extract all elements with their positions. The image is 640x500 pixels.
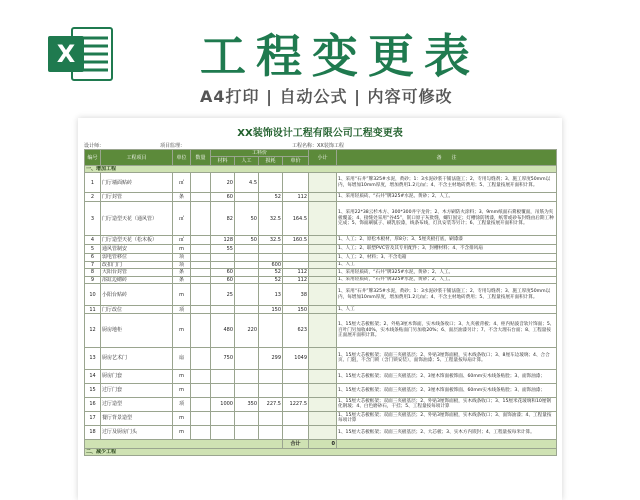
cell-unit[interactable]: 条 — [173, 269, 191, 277]
cell-remark[interactable]: 1、人工；2、联塑PVC管及其专用配件；3、封槽材料；4、不含排风扇 — [337, 245, 557, 254]
cell-price[interactable]: 623 — [283, 313, 309, 347]
cell-item[interactable]: 门厅封管 — [101, 193, 173, 202]
cell-price[interactable]: 160.5 — [283, 236, 309, 245]
cell-material[interactable]: 750 — [211, 347, 235, 369]
cell-labor[interactable]: 50 — [235, 236, 259, 245]
cell-price[interactable] — [283, 369, 309, 383]
cell-qty[interactable] — [191, 202, 211, 236]
cell-item[interactable]: 浴缸边砌砖 — [101, 276, 173, 284]
cell-labor[interactable] — [235, 269, 259, 277]
col-subtotal: 小计 — [309, 150, 337, 166]
cell-qty[interactable] — [191, 411, 211, 425]
cell-labor[interactable] — [235, 261, 259, 269]
cell-qty[interactable] — [191, 397, 211, 411]
cell-loss[interactable] — [259, 245, 283, 254]
cell-item[interactable]: 厨房艺术门 — [101, 347, 173, 369]
cell-remark[interactable]: 1、15厘大芯板框架；双面三夹板基层；2、大芯板；3、实木方内嵌封；4、工程量按每米计算。 — [337, 425, 557, 439]
cell-remark[interactable]: 1、采用“石井”牌325#水泥，黄砂；1：3水泥砂浆干铺法施工；2、专用勾缝剂；3、施工厚度50mm以内，每增加10mm厚度，增加费用1.2元/㎡；4、不含主材地砖费用；5、工程量按展开面积计算。 — [337, 173, 557, 193]
cell-unit[interactable]: m — [173, 369, 191, 383]
cell-qty[interactable] — [191, 347, 211, 369]
cell-no[interactable]: 11 — [85, 306, 101, 314]
project-name: 工程名称：XX装饰工程 — [292, 143, 344, 149]
cell-no[interactable]: 9 — [85, 276, 101, 284]
cell-material[interactable] — [211, 254, 235, 262]
cell-no[interactable]: 17 — [85, 411, 101, 425]
cell-material[interactable] — [211, 261, 235, 269]
cell-qty[interactable] — [191, 245, 211, 254]
cell-item[interactable]: 过厅造型 — [101, 397, 173, 411]
cell-subtotal[interactable] — [309, 306, 337, 314]
total-row — [85, 439, 557, 448]
cell-unit[interactable]: ㎡ — [173, 236, 191, 245]
cell-remark[interactable]: 1、15厘大芯板框架；双面三夹板基层；2、外贴3厘饰面板，实木线条收口；3、8厘车边玻璃；4、合合页、门阻，不含门锁（含门锁安装），面饰油漆；5、工程量按每扇计算。 — [337, 347, 557, 369]
cell-subtotal[interactable] — [309, 261, 337, 269]
cell-item[interactable]: 门厅造型天花（通风管） — [101, 202, 173, 236]
cell-price[interactable]: 164.5 — [283, 202, 309, 236]
cell-item[interactable]: 小阳台贴砖 — [101, 284, 173, 306]
cell-material[interactable]: 82 — [211, 202, 235, 236]
cell-labor[interactable]: 4.5 — [235, 173, 259, 193]
spreadsheet-preview — [78, 118, 562, 500]
cell-unit[interactable]: 扇 — [173, 347, 191, 369]
cell-subtotal[interactable] — [309, 173, 337, 193]
cell-no[interactable]: 7 — [85, 261, 101, 269]
excel-logo-icon — [46, 24, 116, 84]
cell-price[interactable] — [283, 411, 309, 425]
cell-material[interactable]: 1000 — [211, 397, 235, 411]
designer-label: 设计师： — [84, 143, 105, 149]
cell-material[interactable]: 480 — [211, 313, 235, 347]
cell-subtotal[interactable] — [309, 284, 337, 306]
cell-remark[interactable]: 1、采用轻质砖，“石井”牌325#水泥，黄砂；2、人工。 — [337, 276, 557, 284]
cell-item[interactable]: 过厅及厨房门头 — [101, 425, 173, 439]
cell-qty[interactable] — [191, 276, 211, 284]
col-unit: 单位 — [173, 150, 191, 166]
cell-unit[interactable]: 项 — [173, 397, 191, 411]
col-loss: 损耗 — [259, 157, 283, 166]
cell-qty[interactable] — [191, 261, 211, 269]
col-remark: 备 注 — [337, 150, 557, 166]
cell-material[interactable] — [211, 306, 235, 314]
cell-no[interactable]: 15 — [85, 383, 101, 397]
cell-labor[interactable]: 50 — [235, 202, 259, 236]
cell-remark[interactable]: 1、人工 — [337, 306, 557, 314]
cell-item[interactable]: 弱电管移位 — [101, 254, 173, 262]
cell-price[interactable] — [283, 245, 309, 254]
table-row — [85, 397, 557, 411]
cell-labor[interactable] — [235, 193, 259, 202]
cell-loss[interactable]: 32.5 — [259, 202, 283, 236]
cell-price[interactable]: 112 — [283, 269, 309, 277]
cell-item[interactable]: 通风管制安 — [101, 245, 173, 254]
cell-item[interactable]: 门厅墙面贴砖 — [101, 173, 173, 193]
cell-unit[interactable]: m — [173, 383, 191, 397]
cell-remark[interactable]: 1、15厘大芯板框架；双面三夹板基层；2、3厘木饰面板饰面、60mm实木线条贴脸；3、面饰油漆； — [337, 383, 557, 397]
cell-subtotal[interactable] — [309, 245, 337, 254]
table-row — [85, 425, 557, 439]
cell-remark[interactable]: 1、15厘大芯板框架；2、外贴3厘木饰面，实木线条收口；3、九夹板背板；4、柜内贴波音软片饰面；5、百叶门另加收40%，实木线条贴面门另加收20%；6、面层油漆另计；7、不含大理石台面；8、工程量按正面展开面积计算。 — [337, 313, 557, 347]
cell-price[interactable]: 1227.5 — [283, 397, 309, 411]
cell-material[interactable]: 25 — [211, 284, 235, 306]
cell-no[interactable]: 4 — [85, 236, 101, 245]
cell-subtotal[interactable] — [309, 193, 337, 202]
cell-remark[interactable]: 1、人工 — [337, 261, 557, 269]
cell-no[interactable]: 16 — [85, 397, 101, 411]
cell-qty[interactable] — [191, 284, 211, 306]
document-title: XX装饰设计工程有限公司工程变更表 — [237, 128, 403, 139]
cell-price[interactable]: 112 — [283, 193, 309, 202]
cell-item[interactable]: 改扣门门 — [101, 261, 173, 269]
cell-labor[interactable] — [235, 306, 259, 314]
cell-loss[interactable] — [259, 369, 283, 383]
cell-material[interactable] — [211, 383, 235, 397]
cell-qty[interactable] — [191, 306, 211, 314]
col-item: 工程项目 — [101, 150, 173, 166]
cell-loss[interactable] — [259, 313, 283, 347]
col-no: 编号 — [85, 150, 101, 166]
cell-remark[interactable]: 1、15厘大芯板框架；双面三夹板基层；2、3厘木饰面板饰面、60mm实木线条贴脸；3、面饰油漆； — [337, 369, 557, 383]
cell-remark[interactable]: 1、人工；2、原松木板材，厚8分；3、5厘夹板打底，刷漆漆 — [337, 236, 557, 245]
cell-subtotal[interactable] — [309, 397, 337, 411]
cell-item[interactable]: 门厅造型天花（松木板） — [101, 236, 173, 245]
cell-price[interactable]: 1049 — [283, 347, 309, 369]
col-labor: 人工 — [235, 157, 259, 166]
cell-subtotal[interactable] — [309, 411, 337, 425]
total-value[interactable]: 0 — [309, 439, 337, 448]
cell-unit[interactable]: ㎡ — [173, 173, 191, 193]
table-row — [85, 236, 557, 245]
cell-remark[interactable]: 1、15厘大芯板框架；双面三夹板基层；2、外贴3厘饰面板，实木线条收口；3、15厘米花玻璃和10厘钢化钢玻；4、白色磨砂石，干挂；5、工程量按每项计算 — [337, 397, 557, 411]
cell-material[interactable]: 60 — [211, 269, 235, 277]
cell-labor[interactable] — [235, 369, 259, 383]
cell-material[interactable]: 60 — [211, 193, 235, 202]
cell-subtotal[interactable] — [309, 254, 337, 262]
cell-remark[interactable]: 1、采用22*38云杉木方、300*300井字龙骨；2、木方刷防火涂料；3、9mm纸面石膏板覆面，吊筋为夹板覆盖；4、接缝处采用“谷45”，嵌口原子灰批缝，螺钉固定；灯槽涂防锈漆，纸带或砂布封缝由后期工种完成；5、饰面刷腻子、刷乳胶漆，线条布线，灯具安装等另计；6、工程量按展开面积计算。 — [337, 202, 557, 236]
cell-remark[interactable]: 1、采用轻质砖，“石井”牌325#水泥，黄砂；2、人工。 — [337, 269, 557, 277]
cell-labor[interactable]: 220 — [235, 313, 259, 347]
banner — [0, 0, 640, 116]
cell-unit[interactable]: m — [173, 245, 191, 254]
section-reduce-label[interactable]: 二、减少工程 — [85, 448, 557, 455]
cell-loss[interactable]: 52 — [259, 193, 283, 202]
cell-unit[interactable]: 项 — [173, 254, 191, 262]
cell-item[interactable]: 大阳台封管 — [101, 269, 173, 277]
logo-letter: X — [56, 40, 76, 68]
cell-material[interactable] — [211, 411, 235, 425]
cell-unit[interactable]: 项 — [173, 261, 191, 269]
cell-unit[interactable]: m — [173, 411, 191, 425]
cell-price[interactable] — [283, 173, 309, 193]
cell-qty[interactable] — [191, 173, 211, 193]
table-row — [85, 261, 557, 269]
cell-qty[interactable] — [191, 269, 211, 277]
cell-subtotal[interactable] — [309, 425, 337, 439]
cell-labor[interactable] — [235, 254, 259, 262]
cell-labor[interactable] — [235, 383, 259, 397]
table-row — [85, 193, 557, 202]
table-row — [85, 313, 557, 347]
cell-unit[interactable]: 条 — [173, 193, 191, 202]
cell-item[interactable]: 餐厅背景造型 — [101, 411, 173, 425]
cell-loss[interactable]: 299 — [259, 347, 283, 369]
page-title: 工程变更表 — [200, 29, 480, 83]
cell-qty[interactable] — [191, 254, 211, 262]
cell-qty[interactable] — [191, 369, 211, 383]
cell-loss[interactable]: 32.5 — [259, 236, 283, 245]
col-price-group: 工料价 — [211, 150, 309, 157]
col-unit-price: 单价 — [283, 157, 309, 166]
col-qty: 数量 — [191, 150, 211, 166]
cell-no[interactable]: 6 — [85, 254, 101, 262]
cell-unit[interactable]: 条 — [173, 276, 191, 284]
cell-material[interactable]: 20 — [211, 173, 235, 193]
page-subtitle: A4打印 | 自动公式 | 内容可修改 — [200, 87, 453, 106]
cell-labor[interactable] — [235, 425, 259, 439]
table-row — [85, 411, 557, 425]
cell-loss[interactable]: 150 — [259, 306, 283, 314]
cell-subtotal[interactable] — [309, 276, 337, 284]
cell-loss[interactable]: 52 — [259, 276, 283, 284]
cell-price[interactable]: 150 — [283, 306, 309, 314]
table-row — [85, 306, 557, 314]
cell-no[interactable]: 18 — [85, 425, 101, 439]
cell-item[interactable]: 过厅门套 — [101, 383, 173, 397]
cell-subtotal[interactable] — [309, 383, 337, 397]
cell-item[interactable]: 厨房门套 — [101, 369, 173, 383]
cell-no[interactable]: 14 — [85, 369, 101, 383]
cell-no[interactable]: 10 — [85, 284, 101, 306]
total-spacer — [85, 439, 283, 448]
cell-price[interactable] — [283, 261, 309, 269]
cell-loss[interactable]: 227.5 — [259, 397, 283, 411]
cell-material[interactable]: 60 — [211, 276, 235, 284]
cell-material[interactable]: 128 — [211, 236, 235, 245]
cell-loss[interactable] — [259, 425, 283, 439]
cell-item[interactable]: 厨房地柜 — [101, 313, 173, 347]
cell-no[interactable]: 3 — [85, 202, 101, 236]
total-remark — [337, 439, 557, 448]
cell-subtotal[interactable] — [309, 269, 337, 277]
cell-subtotal[interactable] — [309, 236, 337, 245]
section-row — [85, 166, 557, 173]
cell-subtotal[interactable] — [309, 313, 337, 347]
cell-material[interactable] — [211, 369, 235, 383]
cell-no[interactable]: 12 — [85, 313, 101, 347]
cell-remark[interactable]: 1、采用轻质砖、“石井”牌325#水泥、黄砂；2、人工。 — [337, 193, 557, 202]
table-row — [85, 254, 557, 262]
section-row — [85, 448, 557, 455]
cell-loss[interactable]: 13 — [259, 284, 283, 306]
cell-qty[interactable] — [191, 193, 211, 202]
cell-labor[interactable] — [235, 245, 259, 254]
cell-unit[interactable]: 项 — [173, 306, 191, 314]
table-row — [85, 202, 557, 236]
cell-item[interactable]: 门厅改位 — [101, 306, 173, 314]
cell-no[interactable]: 1 — [85, 173, 101, 193]
cell-unit[interactable]: m — [173, 425, 191, 439]
table-row — [85, 383, 557, 397]
supervisor-label: 项目监理： — [160, 143, 186, 149]
cell-labor[interactable] — [235, 347, 259, 369]
cell-loss[interactable] — [259, 254, 283, 262]
cell-subtotal[interactable] — [309, 369, 337, 383]
col-material: 材料 — [211, 157, 235, 166]
cell-price[interactable] — [283, 425, 309, 439]
cell-no[interactable]: 8 — [85, 269, 101, 277]
cell-material[interactable] — [211, 425, 235, 439]
cell-material[interactable]: 55 — [211, 245, 235, 254]
cell-price[interactable]: 38 — [283, 284, 309, 306]
cell-labor[interactable] — [235, 284, 259, 306]
cell-unit[interactable]: m — [173, 284, 191, 306]
cell-price[interactable] — [283, 254, 309, 262]
cell-no[interactable]: 13 — [85, 347, 101, 369]
cell-price[interactable] — [283, 383, 309, 397]
table-row — [85, 173, 557, 193]
cell-labor[interactable] — [235, 276, 259, 284]
table-row — [85, 347, 557, 369]
table-row — [85, 245, 557, 254]
cell-loss[interactable] — [259, 411, 283, 425]
cell-unit[interactable]: m — [173, 313, 191, 347]
cell-subtotal[interactable] — [309, 347, 337, 369]
table-row — [85, 284, 557, 306]
table-row — [85, 269, 557, 277]
cell-no[interactable]: 2 — [85, 193, 101, 202]
cell-subtotal[interactable] — [309, 202, 337, 236]
cell-qty[interactable] — [191, 425, 211, 439]
cell-remark[interactable]: 1、人工；2、材料；3、不含电箱 — [337, 254, 557, 262]
header-row — [85, 150, 557, 157]
cell-loss[interactable]: 52 — [259, 269, 283, 277]
cell-unit[interactable]: ㎡ — [173, 202, 191, 236]
cell-qty[interactable] — [191, 313, 211, 347]
cell-remark[interactable]: 1、15厘大芯板框架；双面三夹板基层；2、外贴3厘饰面板，实木线条收口；3、面饰油漆；4、工程量按每项计算 — [337, 411, 557, 425]
cell-remark[interactable]: 1、采用“石井”牌325#水泥，黄砂；1：3水泥砂浆干铺法施工；2、专用勾缝剂；3、施工厚度50mm以内，每增加10mm厚度，增加费用1.2元/㎡；4、不含主材地砖费用；5、工程量按展开面积计算。 — [337, 284, 557, 306]
cell-loss[interactable] — [259, 173, 283, 193]
total-label: 合计 — [283, 439, 309, 448]
cell-no[interactable]: 5 — [85, 245, 101, 254]
section-add-label[interactable]: 一、增加工程 — [85, 166, 557, 173]
cell-loss[interactable] — [259, 383, 283, 397]
cell-qty[interactable] — [191, 236, 211, 245]
table-row — [85, 369, 557, 383]
cell-qty[interactable] — [191, 383, 211, 397]
table-row — [85, 276, 557, 284]
cell-labor[interactable] — [235, 411, 259, 425]
cell-loss[interactable]: 600 — [259, 261, 283, 269]
cell-price[interactable]: 112 — [283, 276, 309, 284]
change-table — [84, 149, 557, 456]
cell-labor[interactable]: 350 — [235, 397, 259, 411]
